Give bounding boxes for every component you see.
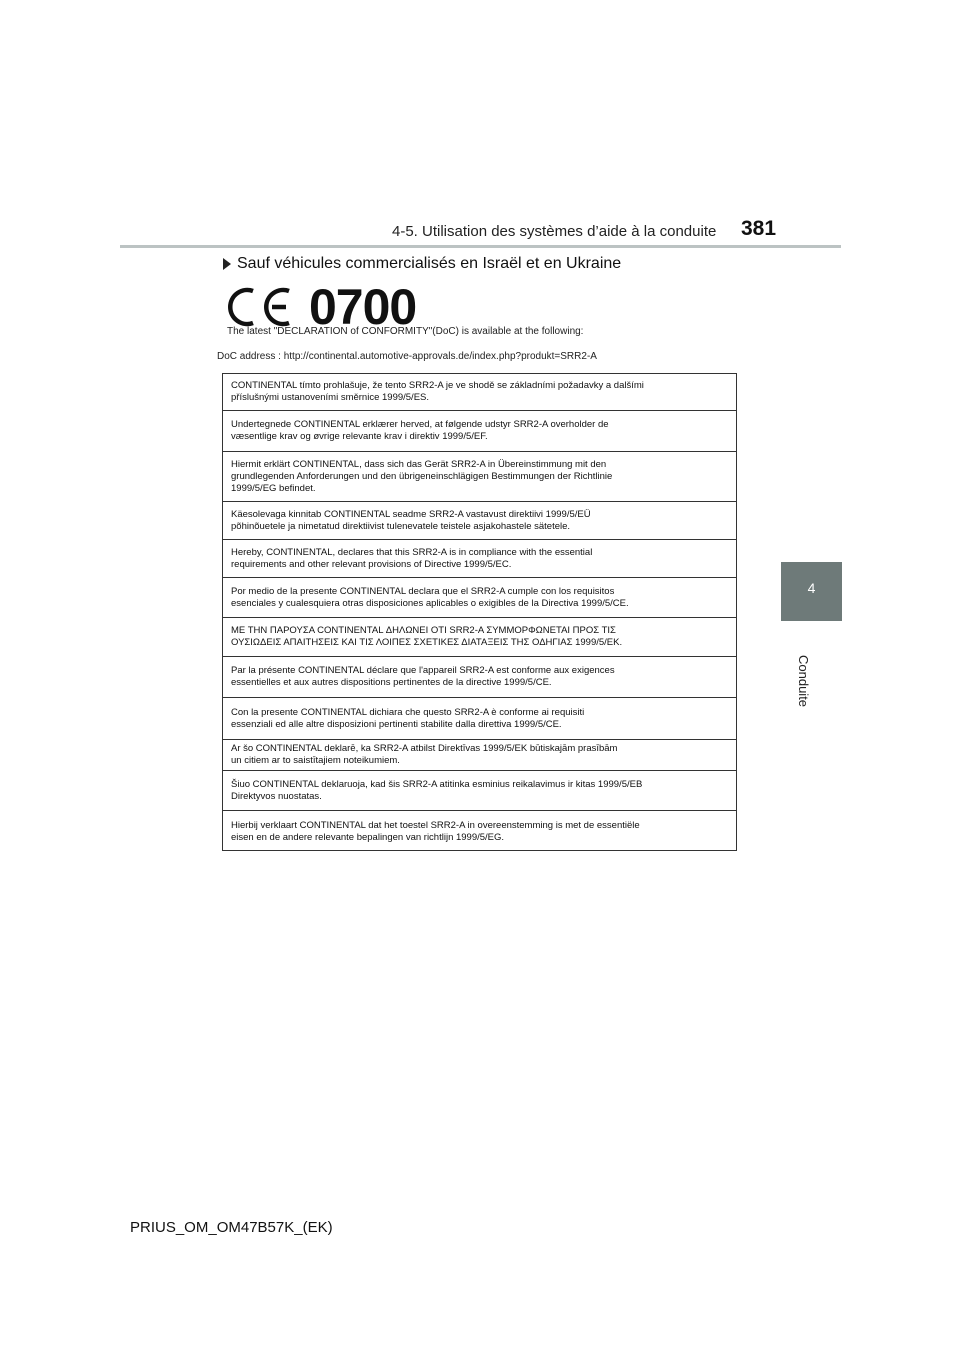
declaration-row-it: Con la presente CONTINENTAL dichiara che questo SRR2-A è conforme ai requisiti essenziali ed alle altre disposizioni pertinenti stabilite dalla direttiva 1999/5/CE. — [223, 698, 736, 740]
declaration-row-cs: CONTINENTAL tímto prohlašuje, že tento SRR2-A je ve shodě se základními požadavky a dalšími příslušnými ustanoveními směrnice 1999/5/ES. — [223, 374, 736, 411]
declaration-table — [222, 373, 737, 851]
declaration-row-de: Hiermit erklärt CONTINENTAL, dass sich das Gerät SRR2-A in Übereinstimmung mit den grundlegenden Anforderungen und den übrigeneinschlägigen Bestimmungen der Richtlinie 1999/5/EG befindet. — [223, 452, 736, 502]
chapter-tab-number: 4 — [807, 580, 816, 596]
declaration-row-lt: Šiuo CONTINENTAL deklaruoja, kad šis SRR2-A atitinka esminius reikalavimus ir kitas 1999/5/EB Direktyvos nuostatas. — [223, 771, 736, 811]
subtitle-text: Sauf véhicules commercialisés en Israël et en Ukraine — [237, 255, 622, 272]
section-title: 4-5. Utilisation des systèmes d’aide à la conduite — [392, 223, 717, 240]
doc-address: DoC address : http://continental.automotive-approvals.de/index.php?produkt=SRR2-A — [217, 351, 597, 362]
section-subtitle — [223, 255, 621, 273]
ce-mark-icon — [223, 285, 295, 329]
chapter-tab[interactable] — [781, 562, 842, 621]
page-number: 381 — [741, 217, 777, 240]
doc-notice: The latest "DECLARATION of CONFORMITY"(DoC) is available at the following: — [227, 326, 584, 337]
declaration-row-en: Hereby, CONTINENTAL, declares that this SRR2-A is in compliance with the essential requirements and other relevant provisions of Directive 1999/5/EC. — [223, 540, 736, 578]
triangle-bullet-icon — [223, 258, 231, 270]
declaration-row-da: Undertegnede CONTINENTAL erklærer herved, at følgende udstyr SRR2-A overholder de væsentlige krav og øvrige relevante krav i direktiv 1999/5/EF. — [223, 411, 736, 452]
declaration-row-fr: Par la présente CONTINENTAL déclare que l'appareil SRR2-A est conforme aux exigences essentielles et aux autres dispositions pertinentes de la directive 1999/5/CE. — [223, 657, 736, 698]
header-rule — [120, 245, 841, 248]
notified-body-number: 0700 — [309, 279, 417, 335]
declaration-row-es: Por medio de la presente CONTINENTAL declara que el SRR2-A cumple con los requisitos esenciales y cualesquiera otras disposiciones aplicables o exigibles de la Directiva 1999/5/CE. — [223, 578, 736, 618]
declaration-row-el: ΜΕ ΤΗΝ ΠΑΡΟΥΣΑ CONTINENTAL ΔΗΛΩΝΕΙ ΟΤΙ SRR2-A ΣΥΜΜΟΡΦΩΝΕΤΑΙ ΠΡΟΣ ΤΙΣ ΟΥΣΙΩΔΕΙΣ ΑΠΑΙΤΗΣΕΙΣ ΚΑΙ ΤΙΣ ΛΟΙΠΕΣ ΣΧΕΤΙΚΕΣ ΔΙΑΤΑΞΕΙΣ ΤΗΣ ΟΔΗΓΙΑΣ 1999/5/ΕΚ. — [223, 618, 736, 657]
ce-marking — [223, 279, 417, 335]
declaration-row-et: Käesolevaga kinnitab CONTINENTAL seadme SRR2-A vastavust direktiivi 1999/5/EÜ põhinõuetele ja nimetatud direktiivist tulenevatele teistele asjakohastele sätetele. — [223, 502, 736, 540]
declaration-row-lv: Ar šo CONTINENTAL deklarē, ka SRR2-A atbilst Direktīvas 1999/5/EK būtiskajām prasībām un citiem ar to saistītajiem noteikumiem. — [223, 740, 736, 771]
document-code: PRIUS_OM_OM47B57K_(EK) — [130, 1219, 333, 1236]
declaration-row-nl: Hierbij verklaart CONTINENTAL dat het toestel SRR2-A in overeenstemming is met de essentiële eisen en de andere relevante bepalingen van richtlijn 1999/5/EG. — [231, 819, 640, 843]
chapter-label: Conduite — [796, 655, 811, 708]
